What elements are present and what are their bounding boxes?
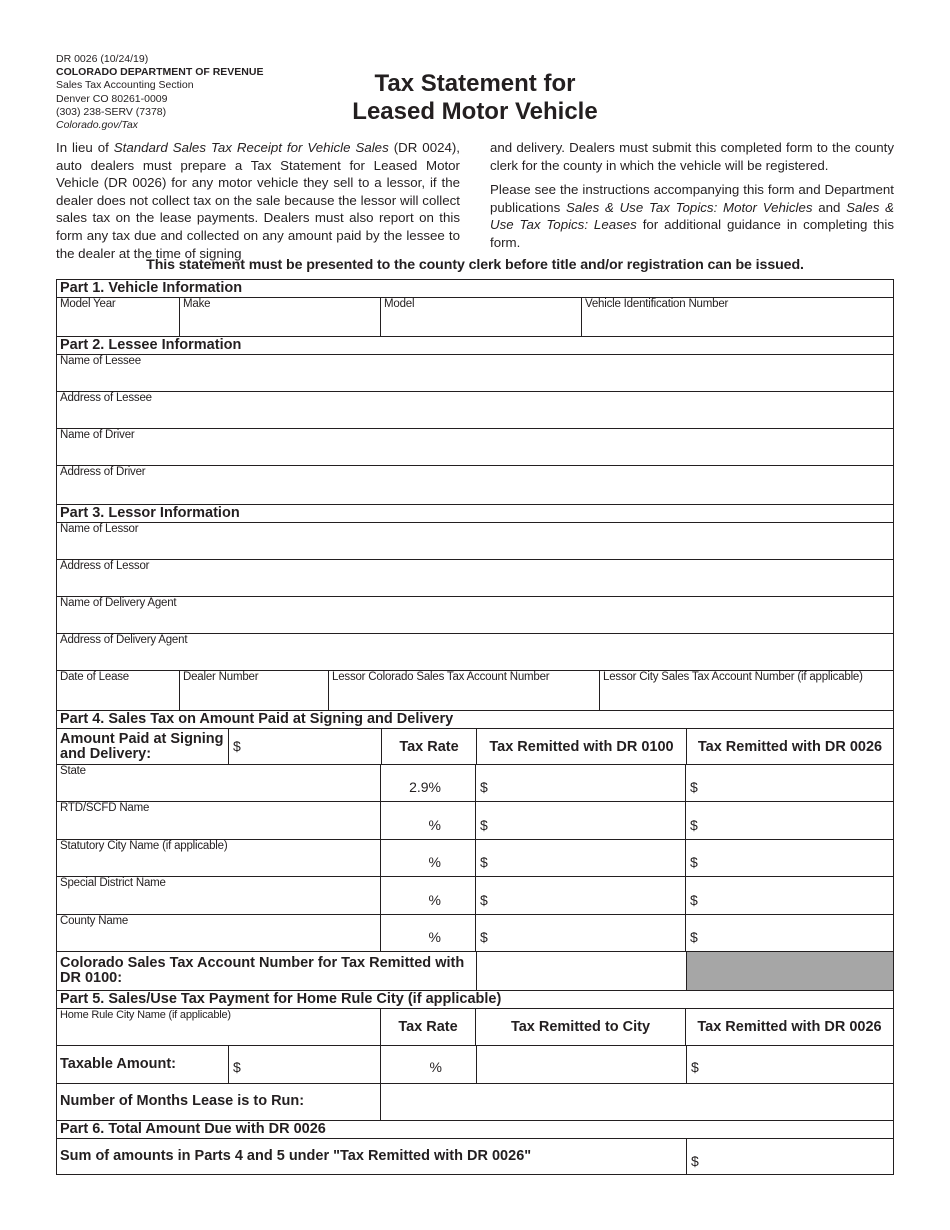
currency-sign: $	[690, 891, 698, 908]
tax-rate-header: Tax Rate	[381, 729, 477, 764]
currency-sign: $	[480, 854, 488, 871]
percent-sign: %	[429, 1058, 442, 1075]
driver-name-label: Name of Driver	[60, 429, 135, 441]
make-field[interactable]	[180, 298, 381, 336]
lease-months-field[interactable]	[381, 1084, 893, 1120]
jurisdiction-name-field[interactable]	[57, 915, 381, 951]
home-rule-city-field[interactable]	[57, 1009, 381, 1045]
part5-header-row	[57, 1009, 893, 1046]
title-line-1: Tax Statement for	[374, 70, 576, 97]
intro-text: for additional guidance in completing this form.	[490, 217, 894, 250]
dr0026-header: Tax Remitted with DR 0026	[697, 738, 883, 755]
dr0026-amount-field[interactable]	[686, 877, 893, 913]
tax-rate-field[interactable]	[380, 877, 476, 913]
lessor-address-field[interactable]	[57, 560, 893, 597]
dealer-number-label: Dealer Number	[183, 671, 259, 683]
intro-text: (DR 0024), auto dealers must prepare a Tax Statement for Leased Motor Vehicle (DR 0026) for any motor vehicle they sell to a lessor, if the dealer does not collect tax on the sale because the lessor will collect sales tax on the lease payments. Dealers must also report on this form any tax due and collected on any amount paid by the lessee to the dealer at the time of signing	[56, 140, 460, 261]
title-line-2: Leased Motor Vehicle	[352, 98, 598, 125]
dealer-number-field[interactable]	[180, 671, 329, 710]
currency-sign: $	[480, 779, 488, 796]
lessor-name-field[interactable]	[57, 523, 893, 560]
part4-header-row	[57, 729, 893, 765]
dr0100-amount-field[interactable]	[476, 915, 686, 951]
tax-rate-field[interactable]	[380, 802, 476, 838]
agency-section: Sales Tax Accounting Section	[56, 79, 194, 92]
intro-right	[490, 139, 894, 252]
intro-text: and	[812, 199, 847, 215]
account-number-label: Colorado Sales Tax Account Number for Tax Remitted with DR 0100:	[60, 954, 465, 986]
notice: This statement must be presented to the county clerk before title and/or registration can be issued.	[146, 257, 804, 273]
part5-dr0026-field[interactable]	[687, 1046, 893, 1083]
tax-rate-field[interactable]	[380, 840, 476, 876]
intro-paragraph-3	[490, 181, 894, 251]
dr0026-amount-field[interactable]	[686, 765, 893, 801]
part4-tax-row	[57, 840, 893, 877]
tax-rate-value: %	[428, 816, 441, 833]
jurisdiction-name-field[interactable]	[57, 802, 381, 838]
delivery-agent-name-field[interactable]	[57, 597, 893, 634]
lessee-name-field[interactable]	[57, 355, 893, 392]
part4-tax-row	[57, 877, 893, 914]
dr0100-header: Tax Remitted with DR 0100	[477, 729, 687, 764]
total-label-cell	[57, 1139, 687, 1174]
part4-tax-row	[57, 915, 893, 952]
taxable-amount-label-cell	[57, 1046, 229, 1083]
part5-tax-rate-field[interactable]	[381, 1046, 477, 1083]
intro-text: Please see the instructions accompanying this form and Department publications	[490, 182, 894, 215]
intro-left	[56, 139, 460, 262]
lessor-city-account-label: Lessor City Sales Tax Account Number (if applicable)	[603, 671, 863, 683]
tax-rate-field[interactable]	[380, 915, 476, 951]
amount-paid-field[interactable]	[229, 729, 381, 764]
intro-paragraph-1	[56, 139, 460, 262]
tax-rate-value: %	[428, 891, 441, 908]
taxable-amount-field[interactable]	[229, 1046, 381, 1083]
driver-address-label: Address of Driver	[60, 466, 146, 478]
driver-name-field[interactable]	[57, 429, 893, 466]
currency-sign: $	[480, 891, 488, 908]
intro-publication: Standard Sales Tax Receipt for Vehicle Sales	[113, 140, 389, 155]
jurisdiction-name-field[interactable]	[57, 765, 381, 801]
currency-sign: $	[690, 816, 698, 833]
lessee-name-label: Name of Lessee	[60, 355, 141, 367]
tax-form	[56, 279, 894, 1175]
jurisdiction-label: State	[60, 765, 86, 777]
model-field[interactable]	[381, 298, 582, 336]
jurisdiction-name-field[interactable]	[57, 840, 381, 876]
account-number-row	[57, 952, 893, 991]
tax-rate-value: %	[428, 928, 441, 945]
delivery-agent-name-label: Name of Delivery Agent	[60, 597, 177, 609]
jurisdiction-label: County Name	[60, 914, 129, 927]
lessor-address-label: Address of Lessor	[60, 560, 150, 572]
intro-text: In lieu of	[56, 140, 114, 155]
jurisdiction-name-field[interactable]	[57, 877, 381, 913]
jurisdiction-label: RTD/SCFD Name	[60, 802, 150, 815]
driver-address-field[interactable]	[57, 466, 893, 505]
model-year-field[interactable]	[57, 298, 180, 336]
lessor-state-account-label: Lessor Colorado Sales Tax Account Number	[332, 671, 550, 683]
currency-sign: $	[233, 1058, 241, 1075]
part6-heading: Part 6. Total Amount Due with DR 0026	[57, 1121, 893, 1139]
date-of-lease-label: Date of Lease	[60, 671, 130, 683]
delivery-agent-address-field[interactable]	[57, 634, 893, 671]
part4-rows	[57, 765, 893, 952]
part5-heading: Part 5. Sales/Use Tax Payment for Home Rule City (if applicable)	[57, 991, 893, 1009]
agency-website: Colorado.gov/Tax	[56, 119, 138, 132]
shaded-cell	[687, 952, 893, 990]
part4-tax-row	[57, 765, 893, 802]
dr0026-amount-field[interactable]	[686, 840, 893, 876]
jurisdiction-label: Special District Name	[60, 877, 166, 890]
currency-sign: $	[691, 1152, 699, 1169]
model-year-label: Model Year	[60, 298, 116, 310]
part1-vehicle-row	[57, 298, 893, 337]
currency-sign: $	[690, 928, 698, 945]
lease-months-label: Number of Months Lease is to Run:	[60, 1093, 305, 1110]
home-rule-city-label: Home Rule City Name (if applicable)	[60, 1008, 231, 1021]
part4-heading: Part 4. Sales Tax on Amount Paid at Signing and Delivery	[57, 711, 893, 729]
dr0100-amount-field[interactable]	[476, 802, 686, 838]
lessor-account-row	[57, 671, 893, 711]
intro-publication: Sales & Use Tax Topics: Leases	[490, 199, 895, 233]
taxable-amount-label: Taxable Amount:	[60, 1055, 177, 1072]
taxable-amount-row	[57, 1046, 893, 1084]
dr0100-amount-field[interactable]	[476, 765, 686, 801]
lessor-name-label: Name of Lessor	[60, 523, 139, 535]
currency-sign: $	[690, 854, 698, 871]
vin-label: Vehicle Identification Number	[585, 298, 729, 310]
currency-sign: $	[480, 928, 488, 945]
lessor-city-account-field[interactable]	[600, 671, 893, 710]
part4-tax-row	[57, 802, 893, 839]
tax-rate-value: 2.9%	[409, 779, 441, 796]
currency-sign: $	[690, 779, 698, 796]
amount-paid-label-cell	[57, 729, 229, 764]
make-label: Make	[183, 298, 211, 310]
agency-phone: (303) 238-SERV (7378)	[56, 105, 167, 118]
tax-remitted-city-header: Tax Remitted to City	[476, 1009, 686, 1045]
lessor-state-account-field[interactable]	[329, 671, 600, 710]
agency-info	[56, 53, 263, 132]
lessee-address-field[interactable]	[57, 392, 893, 429]
part5-dr0026-header: Tax Remitted with DR 0026	[697, 1018, 882, 1035]
tax-rate-field[interactable]	[380, 765, 476, 801]
page-title	[330, 70, 620, 126]
dr0026-amount-field[interactable]	[686, 802, 893, 838]
delivery-agent-address-label: Address of Delivery Agent	[60, 634, 188, 646]
part3-heading: Part 3. Lessor Information	[57, 505, 893, 523]
jurisdiction-label: Statutory City Name (if applicable)	[60, 839, 228, 852]
dr0026-amount-field[interactable]	[686, 915, 893, 951]
total-amount-field[interactable]	[687, 1139, 893, 1174]
agency-address: Denver CO 80261-0009	[56, 92, 168, 105]
vin-field[interactable]	[582, 298, 893, 336]
model-label: Model	[384, 298, 415, 310]
intro-paragraph-2: and delivery. Dealers must submit this completed form to the county clerk for the county in which the vehicle will be registered.	[490, 140, 894, 173]
date-of-lease-field[interactable]	[57, 671, 180, 710]
account-number-field[interactable]	[477, 952, 687, 990]
part5-tax-rate-header: Tax Rate	[380, 1009, 476, 1045]
currency-sign: $	[233, 738, 241, 754]
part2-heading: Part 2. Lessee Information	[57, 337, 893, 355]
lease-months-label-cell	[57, 1084, 381, 1120]
lessee-address-label: Address of Lessee	[60, 392, 152, 404]
currency-sign: $	[691, 1058, 699, 1075]
amount-paid-label: Amount Paid at Signing and Delivery:	[60, 730, 224, 762]
dr0100-amount-field[interactable]	[476, 877, 686, 913]
dr0100-amount-field[interactable]	[476, 840, 686, 876]
form-id: DR 0026 (10/24/19)	[56, 53, 149, 65]
part1-heading: Part 1. Vehicle Information	[57, 280, 893, 298]
total-label: Sum of amounts in Parts 4 and 5 under "Tax Remitted with DR 0026"	[60, 1147, 532, 1164]
intro-publication: Sales & Use Tax Topics: Motor Vehicles	[565, 199, 813, 215]
total-row	[57, 1139, 893, 1175]
lease-months-row	[57, 1084, 893, 1121]
currency-sign: $	[480, 816, 488, 833]
tax-remitted-city-field[interactable]	[477, 1046, 687, 1083]
agency-name: COLORADO DEPARTMENT OF REVENUE	[56, 66, 264, 79]
tax-rate-value: %	[428, 854, 441, 871]
account-number-label-cell	[57, 952, 477, 990]
